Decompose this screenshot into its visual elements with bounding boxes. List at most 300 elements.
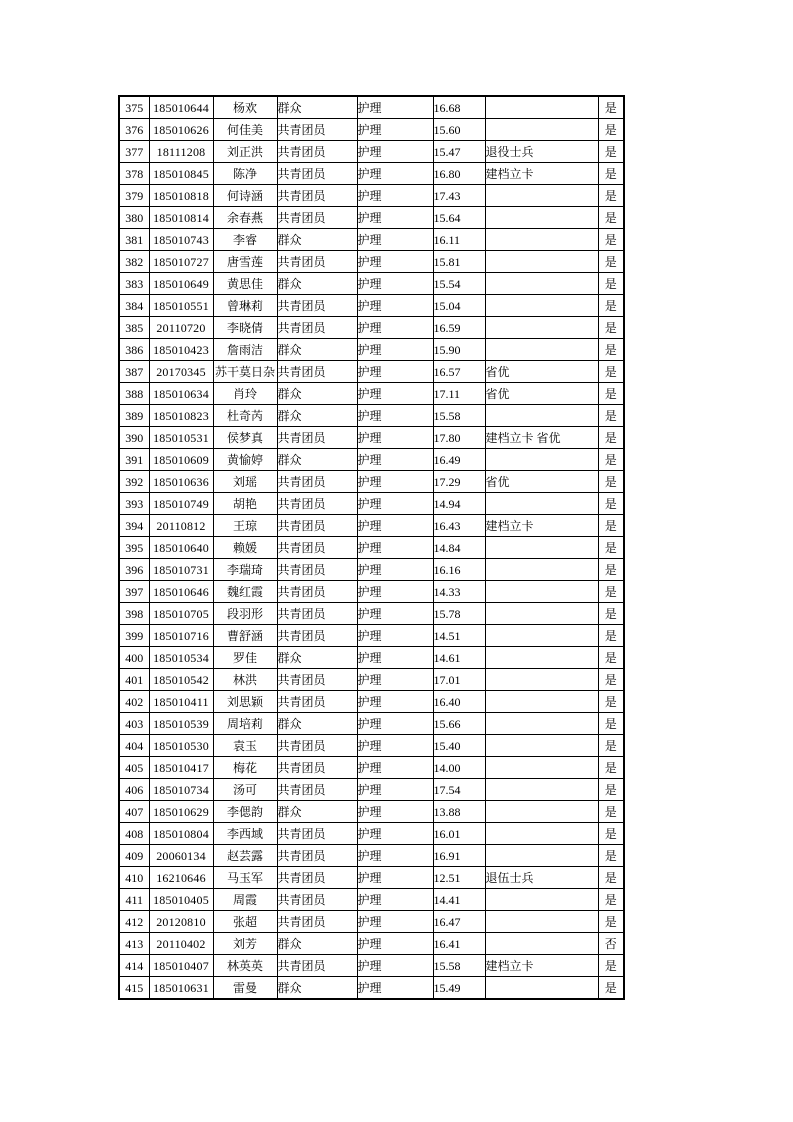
cell-score: 16.16 xyxy=(433,559,485,581)
cell-remark xyxy=(485,449,598,471)
cell-student-id: 185010531 xyxy=(149,427,213,449)
cell-major: 护理 xyxy=(357,185,433,207)
cell-seq: 409 xyxy=(119,845,149,867)
cell-remark xyxy=(485,823,598,845)
cell-score: 15.60 xyxy=(433,119,485,141)
cell-qualified: 是 xyxy=(598,977,624,1000)
cell-political-status: 共青团员 xyxy=(277,845,357,867)
cell-name: 刘芳 xyxy=(213,933,277,955)
cell-major: 护理 xyxy=(357,339,433,361)
cell-score: 15.78 xyxy=(433,603,485,625)
cell-remark xyxy=(485,405,598,427)
cell-score: 17.80 xyxy=(433,427,485,449)
cell-student-id: 185010551 xyxy=(149,295,213,317)
cell-qualified: 是 xyxy=(598,669,624,691)
cell-remark xyxy=(485,229,598,251)
cell-qualified: 是 xyxy=(598,317,624,339)
cell-student-id: 185010542 xyxy=(149,669,213,691)
table-row xyxy=(119,185,624,207)
cell-student-id: 185010705 xyxy=(149,603,213,625)
cell-score: 14.51 xyxy=(433,625,485,647)
cell-seq: 378 xyxy=(119,163,149,185)
cell-remark xyxy=(485,911,598,933)
cell-seq: 388 xyxy=(119,383,149,405)
cell-major: 护理 xyxy=(357,779,433,801)
table-row xyxy=(119,251,624,273)
cell-student-id: 185010405 xyxy=(149,889,213,911)
cell-student-id: 185010407 xyxy=(149,955,213,977)
cell-student-id: 185010644 xyxy=(149,96,213,119)
cell-name: 杨欢 xyxy=(213,96,277,119)
cell-seq: 386 xyxy=(119,339,149,361)
cell-name: 赵芸露 xyxy=(213,845,277,867)
cell-name: 余春燕 xyxy=(213,207,277,229)
cell-major: 护理 xyxy=(357,691,433,713)
cell-student-id: 185010631 xyxy=(149,977,213,1000)
cell-major: 护理 xyxy=(357,581,433,603)
table-row xyxy=(119,977,624,1000)
cell-seq: 398 xyxy=(119,603,149,625)
cell-political-status: 共青团员 xyxy=(277,669,357,691)
cell-remark xyxy=(485,933,598,955)
cell-political-status: 群众 xyxy=(277,96,357,119)
cell-score: 17.01 xyxy=(433,669,485,691)
cell-seq: 404 xyxy=(119,735,149,757)
table-row xyxy=(119,339,624,361)
cell-major: 护理 xyxy=(357,801,433,823)
cell-name: 马玉军 xyxy=(213,867,277,889)
cell-political-status: 共青团员 xyxy=(277,361,357,383)
cell-political-status: 群众 xyxy=(277,339,357,361)
cell-seq: 393 xyxy=(119,493,149,515)
cell-major: 护理 xyxy=(357,559,433,581)
cell-qualified: 是 xyxy=(598,295,624,317)
cell-name: 李偲韵 xyxy=(213,801,277,823)
cell-score: 17.11 xyxy=(433,383,485,405)
cell-political-status: 共青团员 xyxy=(277,185,357,207)
cell-name: 周霞 xyxy=(213,889,277,911)
cell-political-status: 共青团员 xyxy=(277,317,357,339)
cell-student-id: 20110720 xyxy=(149,317,213,339)
cell-political-status: 共青团员 xyxy=(277,427,357,449)
cell-major: 护理 xyxy=(357,251,433,273)
cell-score: 14.94 xyxy=(433,493,485,515)
cell-student-id: 185010646 xyxy=(149,581,213,603)
cell-seq: 396 xyxy=(119,559,149,581)
cell-qualified: 否 xyxy=(598,933,624,955)
cell-seq: 375 xyxy=(119,96,149,119)
cell-qualified: 是 xyxy=(598,691,624,713)
cell-student-id: 20110402 xyxy=(149,933,213,955)
cell-student-id: 185010845 xyxy=(149,163,213,185)
table-row xyxy=(119,757,624,779)
cell-name: 刘瑶 xyxy=(213,471,277,493)
cell-remark xyxy=(485,625,598,647)
cell-seq: 383 xyxy=(119,273,149,295)
cell-political-status: 共青团员 xyxy=(277,955,357,977)
cell-seq: 390 xyxy=(119,427,149,449)
table-row xyxy=(119,141,624,163)
cell-score: 16.49 xyxy=(433,449,485,471)
cell-seq: 405 xyxy=(119,757,149,779)
cell-political-status: 群众 xyxy=(277,229,357,251)
cell-political-status: 共青团员 xyxy=(277,625,357,647)
cell-score: 15.81 xyxy=(433,251,485,273)
cell-name: 杜奇芮 xyxy=(213,405,277,427)
cell-qualified: 是 xyxy=(598,185,624,207)
cell-student-id: 185010731 xyxy=(149,559,213,581)
cell-political-status: 共青团员 xyxy=(277,251,357,273)
cell-seq: 415 xyxy=(119,977,149,1000)
cell-qualified: 是 xyxy=(598,229,624,251)
cell-name: 刘思颖 xyxy=(213,691,277,713)
cell-score: 12.51 xyxy=(433,867,485,889)
cell-remark xyxy=(485,977,598,1000)
cell-score: 15.58 xyxy=(433,405,485,427)
cell-name: 李睿 xyxy=(213,229,277,251)
table-row xyxy=(119,801,624,823)
cell-score: 15.54 xyxy=(433,273,485,295)
cell-seq: 411 xyxy=(119,889,149,911)
cell-political-status: 共青团员 xyxy=(277,823,357,845)
cell-major: 护理 xyxy=(357,383,433,405)
cell-name: 林洪 xyxy=(213,669,277,691)
cell-political-status: 群众 xyxy=(277,713,357,735)
cell-remark: 退役士兵 xyxy=(485,141,598,163)
cell-score: 15.58 xyxy=(433,955,485,977)
cell-score: 16.47 xyxy=(433,911,485,933)
cell-name: 唐雪莲 xyxy=(213,251,277,273)
cell-political-status: 共青团员 xyxy=(277,691,357,713)
cell-name: 苏干莫日杂 xyxy=(213,361,277,383)
table-row xyxy=(119,229,624,251)
cell-seq: 395 xyxy=(119,537,149,559)
cell-seq: 381 xyxy=(119,229,149,251)
cell-seq: 384 xyxy=(119,295,149,317)
cell-political-status: 共青团员 xyxy=(277,119,357,141)
cell-political-status: 群众 xyxy=(277,977,357,1000)
cell-qualified: 是 xyxy=(598,141,624,163)
cell-student-id: 18111208 xyxy=(149,141,213,163)
cell-student-id: 20060134 xyxy=(149,845,213,867)
cell-major: 护理 xyxy=(357,735,433,757)
cell-remark: 省优 xyxy=(485,383,598,405)
cell-student-id: 185010716 xyxy=(149,625,213,647)
cell-student-id: 185010634 xyxy=(149,383,213,405)
cell-political-status: 共青团员 xyxy=(277,757,357,779)
cell-qualified: 是 xyxy=(598,405,624,427)
table-row xyxy=(119,845,624,867)
cell-qualified: 是 xyxy=(598,603,624,625)
cell-name: 袁玉 xyxy=(213,735,277,757)
cell-remark xyxy=(485,801,598,823)
cell-major: 护理 xyxy=(357,823,433,845)
cell-student-id: 185010417 xyxy=(149,757,213,779)
cell-qualified: 是 xyxy=(598,867,624,889)
cell-seq: 382 xyxy=(119,251,149,273)
cell-qualified: 是 xyxy=(598,889,624,911)
cell-seq: 389 xyxy=(119,405,149,427)
cell-seq: 376 xyxy=(119,119,149,141)
cell-seq: 385 xyxy=(119,317,149,339)
table-row xyxy=(119,889,624,911)
cell-qualified: 是 xyxy=(598,735,624,757)
table-row xyxy=(119,273,624,295)
cell-remark xyxy=(485,603,598,625)
table-row xyxy=(119,779,624,801)
cell-major: 护理 xyxy=(357,96,433,119)
cell-score: 15.40 xyxy=(433,735,485,757)
cell-score: 14.61 xyxy=(433,647,485,669)
cell-political-status: 共青团员 xyxy=(277,603,357,625)
table-row xyxy=(119,713,624,735)
cell-qualified: 是 xyxy=(598,207,624,229)
cell-seq: 403 xyxy=(119,713,149,735)
cell-political-status: 群众 xyxy=(277,647,357,669)
cell-remark xyxy=(485,669,598,691)
table-row xyxy=(119,471,624,493)
cell-score: 17.43 xyxy=(433,185,485,207)
table-row xyxy=(119,317,624,339)
cell-remark xyxy=(485,295,598,317)
cell-major: 护理 xyxy=(357,713,433,735)
cell-score: 13.88 xyxy=(433,801,485,823)
cell-major: 护理 xyxy=(357,273,433,295)
cell-name: 肖玲 xyxy=(213,383,277,405)
cell-political-status: 共青团员 xyxy=(277,559,357,581)
cell-score: 17.29 xyxy=(433,471,485,493)
cell-student-id: 185010814 xyxy=(149,207,213,229)
cell-name: 雷曼 xyxy=(213,977,277,1000)
cell-student-id: 185010734 xyxy=(149,779,213,801)
cell-political-status: 群众 xyxy=(277,405,357,427)
cell-seq: 413 xyxy=(119,933,149,955)
cell-seq: 387 xyxy=(119,361,149,383)
cell-remark xyxy=(485,559,598,581)
cell-student-id: 185010423 xyxy=(149,339,213,361)
cell-major: 护理 xyxy=(357,163,433,185)
cell-name: 黄愉婷 xyxy=(213,449,277,471)
cell-score: 16.01 xyxy=(433,823,485,845)
cell-major: 护理 xyxy=(357,141,433,163)
table-row xyxy=(119,493,624,515)
cell-major: 护理 xyxy=(357,207,433,229)
cell-remark xyxy=(485,493,598,515)
cell-seq: 392 xyxy=(119,471,149,493)
cell-qualified: 是 xyxy=(598,493,624,515)
cell-political-status: 共青团员 xyxy=(277,207,357,229)
cell-major: 护理 xyxy=(357,669,433,691)
cell-remark xyxy=(485,185,598,207)
cell-remark: 退伍士兵 xyxy=(485,867,598,889)
cell-qualified: 是 xyxy=(598,757,624,779)
cell-major: 护理 xyxy=(357,493,433,515)
cell-score: 16.68 xyxy=(433,96,485,119)
cell-remark xyxy=(485,779,598,801)
table-row xyxy=(119,691,624,713)
cell-qualified: 是 xyxy=(598,955,624,977)
cell-name: 李晓倩 xyxy=(213,317,277,339)
cell-name: 汤可 xyxy=(213,779,277,801)
cell-qualified: 是 xyxy=(598,427,624,449)
cell-political-status: 共青团员 xyxy=(277,581,357,603)
cell-political-status: 群众 xyxy=(277,383,357,405)
cell-remark xyxy=(485,317,598,339)
cell-student-id: 185010539 xyxy=(149,713,213,735)
table-row xyxy=(119,559,624,581)
cell-name: 何佳美 xyxy=(213,119,277,141)
cell-political-status: 共青团员 xyxy=(277,493,357,515)
cell-score: 15.66 xyxy=(433,713,485,735)
cell-score: 14.00 xyxy=(433,757,485,779)
cell-major: 护理 xyxy=(357,427,433,449)
cell-major: 护理 xyxy=(357,603,433,625)
cell-student-id: 185010411 xyxy=(149,691,213,713)
cell-name: 罗佳 xyxy=(213,647,277,669)
cell-political-status: 共青团员 xyxy=(277,471,357,493)
cell-score: 14.33 xyxy=(433,581,485,603)
cell-major: 护理 xyxy=(357,515,433,537)
cell-qualified: 是 xyxy=(598,911,624,933)
cell-major: 护理 xyxy=(357,625,433,647)
cell-score: 16.91 xyxy=(433,845,485,867)
cell-qualified: 是 xyxy=(598,779,624,801)
table-row xyxy=(119,207,624,229)
cell-remark xyxy=(485,581,598,603)
cell-political-status: 共青团员 xyxy=(277,779,357,801)
cell-political-status: 共青团员 xyxy=(277,911,357,933)
cell-remark xyxy=(485,647,598,669)
cell-name: 黄思佳 xyxy=(213,273,277,295)
cell-remark xyxy=(485,757,598,779)
table-row xyxy=(119,427,624,449)
cell-remark xyxy=(485,339,598,361)
table-row xyxy=(119,295,624,317)
cell-qualified: 是 xyxy=(598,96,624,119)
cell-political-status: 群众 xyxy=(277,449,357,471)
cell-political-status: 群众 xyxy=(277,933,357,955)
cell-seq: 391 xyxy=(119,449,149,471)
cell-remark: 省优 xyxy=(485,361,598,383)
table-row xyxy=(119,361,624,383)
cell-qualified: 是 xyxy=(598,383,624,405)
table-row xyxy=(119,449,624,471)
cell-qualified: 是 xyxy=(598,625,624,647)
cell-name: 侯梦真 xyxy=(213,427,277,449)
cell-seq: 412 xyxy=(119,911,149,933)
cell-qualified: 是 xyxy=(598,823,624,845)
cell-seq: 414 xyxy=(119,955,149,977)
cell-score: 15.90 xyxy=(433,339,485,361)
cell-student-id: 185010629 xyxy=(149,801,213,823)
cell-student-id: 185010636 xyxy=(149,471,213,493)
cell-remark xyxy=(485,119,598,141)
cell-qualified: 是 xyxy=(598,273,624,295)
cell-qualified: 是 xyxy=(598,845,624,867)
cell-score: 17.54 xyxy=(433,779,485,801)
cell-political-status: 共青团员 xyxy=(277,295,357,317)
cell-remark xyxy=(485,691,598,713)
cell-qualified: 是 xyxy=(598,339,624,361)
table-row xyxy=(119,96,624,119)
cell-remark: 建档立卡 xyxy=(485,955,598,977)
cell-seq: 400 xyxy=(119,647,149,669)
cell-remark xyxy=(485,251,598,273)
cell-seq: 379 xyxy=(119,185,149,207)
table-row xyxy=(119,581,624,603)
cell-political-status: 共青团员 xyxy=(277,735,357,757)
cell-remark: 建档立卡 省优 xyxy=(485,427,598,449)
cell-major: 护理 xyxy=(357,889,433,911)
cell-student-id: 185010534 xyxy=(149,647,213,669)
cell-remark: 建档立卡 xyxy=(485,515,598,537)
applicant-score-table xyxy=(118,95,625,1000)
cell-qualified: 是 xyxy=(598,471,624,493)
cell-political-status: 共青团员 xyxy=(277,515,357,537)
cell-name: 段羽形 xyxy=(213,603,277,625)
cell-qualified: 是 xyxy=(598,581,624,603)
cell-seq: 406 xyxy=(119,779,149,801)
cell-qualified: 是 xyxy=(598,163,624,185)
cell-political-status: 共青团员 xyxy=(277,889,357,911)
cell-remark xyxy=(485,845,598,867)
cell-student-id: 185010749 xyxy=(149,493,213,515)
cell-name: 刘正洪 xyxy=(213,141,277,163)
table-row xyxy=(119,911,624,933)
cell-remark: 建档立卡 xyxy=(485,163,598,185)
cell-student-id: 20110812 xyxy=(149,515,213,537)
cell-qualified: 是 xyxy=(598,537,624,559)
cell-name: 林英英 xyxy=(213,955,277,977)
cell-major: 护理 xyxy=(357,405,433,427)
cell-qualified: 是 xyxy=(598,251,624,273)
cell-score: 14.84 xyxy=(433,537,485,559)
cell-remark xyxy=(485,889,598,911)
cell-student-id: 185010649 xyxy=(149,273,213,295)
cell-major: 护理 xyxy=(357,537,433,559)
cell-name: 周培莉 xyxy=(213,713,277,735)
cell-score: 16.43 xyxy=(433,515,485,537)
cell-seq: 410 xyxy=(119,867,149,889)
cell-student-id: 185010530 xyxy=(149,735,213,757)
cell-student-id: 16210646 xyxy=(149,867,213,889)
cell-remark xyxy=(485,537,598,559)
table-row xyxy=(119,119,624,141)
cell-name: 李瑞琦 xyxy=(213,559,277,581)
cell-student-id: 20170345 xyxy=(149,361,213,383)
cell-major: 护理 xyxy=(357,119,433,141)
table-row xyxy=(119,383,624,405)
cell-remark xyxy=(485,713,598,735)
cell-name: 张超 xyxy=(213,911,277,933)
cell-seq: 394 xyxy=(119,515,149,537)
table-row xyxy=(119,405,624,427)
cell-student-id: 185010818 xyxy=(149,185,213,207)
cell-score: 15.49 xyxy=(433,977,485,1000)
cell-major: 护理 xyxy=(357,933,433,955)
cell-student-id: 185010823 xyxy=(149,405,213,427)
cell-student-id: 20120810 xyxy=(149,911,213,933)
cell-political-status: 共青团员 xyxy=(277,141,357,163)
cell-major: 护理 xyxy=(357,845,433,867)
cell-student-id: 185010727 xyxy=(149,251,213,273)
cell-student-id: 185010743 xyxy=(149,229,213,251)
cell-student-id: 185010640 xyxy=(149,537,213,559)
cell-score: 16.57 xyxy=(433,361,485,383)
table-row xyxy=(119,537,624,559)
cell-political-status: 共青团员 xyxy=(277,867,357,889)
cell-name: 赖媛 xyxy=(213,537,277,559)
